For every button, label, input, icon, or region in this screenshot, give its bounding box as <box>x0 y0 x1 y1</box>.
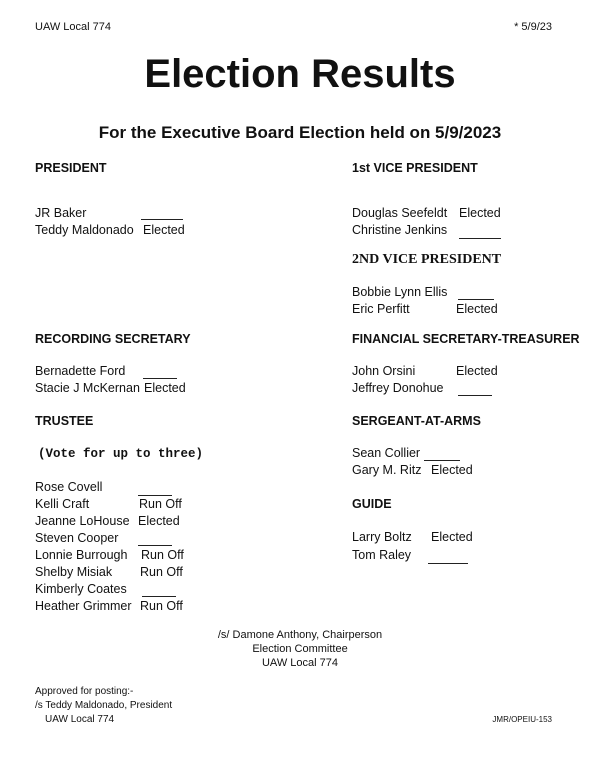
candidate-name: Kimberly Coates <box>35 582 127 596</box>
approved-signer: /s Teddy Maldonado, President <box>35 700 173 711</box>
candidate-name: Kelli Craft <box>35 497 90 511</box>
page-title: Election Results <box>144 52 456 96</box>
financial-secretary-heading: FINANCIAL SECRETARY-TREASURER <box>352 332 580 346</box>
candidate-name: Eric Perfitt <box>352 302 410 316</box>
candidate-name: Heather Grimmer <box>35 599 132 613</box>
trustee-heading: TRUSTEE <box>35 414 94 428</box>
candidate-name: Sean Collier <box>352 446 421 460</box>
candidate-name: Gary M. Ritz <box>352 463 422 477</box>
candidate-name: Rose Covell <box>35 480 103 494</box>
recording-secretary-heading: RECORDING SECRETARY <box>35 332 191 346</box>
candidate-result: Elected <box>143 223 185 237</box>
vp2-heading: 2ND VICE PRESIDENT <box>352 252 502 267</box>
candidate-result: Elected <box>431 530 473 544</box>
result-blank <box>143 366 177 379</box>
result-blank <box>141 207 183 220</box>
candidate-name: JR Baker <box>35 206 87 220</box>
candidate-name: Lonnie Burrough <box>35 548 128 562</box>
signature-local: UAW Local 774 <box>261 657 339 669</box>
candidate-name: Christine Jenkins <box>352 223 448 237</box>
candidate-name: Douglas Seefeldt <box>352 206 448 220</box>
approved-local: UAW Local 774 <box>45 714 115 725</box>
result-blank <box>459 226 501 239</box>
candidate-name: Stacie J McKernan <box>35 381 140 395</box>
candidate-name: Teddy Maldonado <box>35 223 134 237</box>
candidate-result: Run Off <box>140 565 183 579</box>
candidate-name: Bernadette Ford <box>35 364 126 378</box>
document-code: JMR/OPEIU-153 <box>492 715 552 724</box>
candidate-result: Elected <box>431 463 473 477</box>
candidate-result: Run Off <box>141 548 184 562</box>
candidate-name: Jeffrey Donohue <box>352 381 444 395</box>
vp1-heading: 1st VICE PRESIDENT <box>352 161 478 175</box>
candidate-name: Steven Cooper <box>35 531 119 545</box>
candidate-name: John Orsini <box>352 364 416 378</box>
candidate-result: Elected <box>459 206 501 220</box>
result-blank <box>424 448 460 461</box>
header-date: * 5/9/23 <box>514 21 552 33</box>
approved-label: Approved for posting:- <box>35 686 134 697</box>
candidate-name: Shelby Misiak <box>35 565 113 579</box>
guide-heading: GUIDE <box>352 497 392 511</box>
result-blank <box>142 584 176 597</box>
candidate-result: Run Off <box>139 497 182 511</box>
result-blank <box>458 383 492 396</box>
result-blank <box>458 287 494 300</box>
header-left: UAW Local 774 <box>35 21 112 33</box>
candidate-name: Jeanne LoHouse <box>35 514 130 528</box>
candidate-name: Larry Boltz <box>352 530 412 544</box>
candidate-result: Run Off <box>140 599 183 613</box>
sergeant-heading: SERGEANT-AT-ARMS <box>352 414 481 428</box>
result-blank <box>138 483 172 496</box>
result-blank <box>428 551 468 564</box>
page-subtitle: For the Executive Board Election held on 5/9/2023 <box>98 123 502 142</box>
president-heading: PRESIDENT <box>35 161 107 175</box>
signature-line: /s/ Damone Anthony, Chairperson <box>217 629 383 641</box>
candidate-result: Elected <box>456 302 498 316</box>
candidate-result: Elected <box>138 514 180 528</box>
candidate-result: Elected <box>456 364 498 378</box>
candidate-name: Tom Raley <box>352 548 412 562</box>
trustee-note: (Vote for up to three) <box>38 447 204 461</box>
candidate-name: Bobbie Lynn Ellis <box>352 285 448 299</box>
signature-committee: Election Committee <box>252 643 348 655</box>
candidate-result: Elected <box>144 381 186 395</box>
result-blank <box>138 533 172 546</box>
